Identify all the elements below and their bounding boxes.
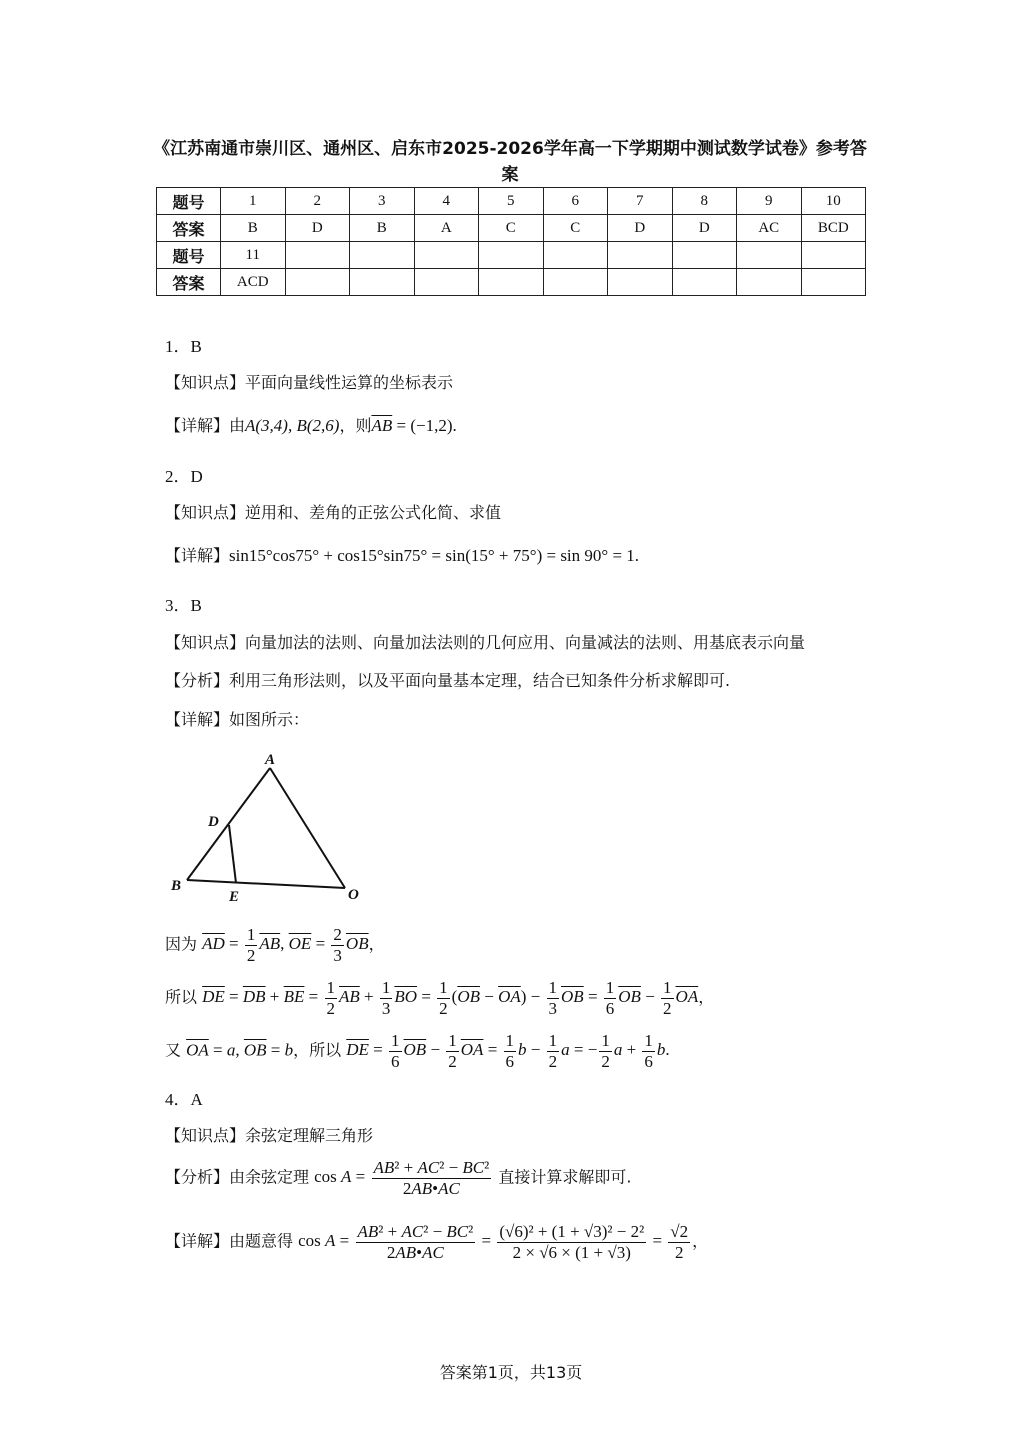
- q4-analysis-line: 【分析】由余弦定理 cos A = $\frac{\text{AB² + AC² − BC²}}{2AB•AC}$ 直接计算求解即可.: [165, 1158, 632, 1198]
- segment-de: [229, 825, 236, 883]
- table-answer-label: 答案: [157, 269, 221, 296]
- table-cell: [285, 242, 350, 269]
- table-cell: 10: [801, 188, 866, 215]
- q4-analysis-prefix: 【分析】由余弦定理: [165, 1167, 310, 1187]
- table-cell: C: [479, 215, 544, 242]
- q1-detail: [165, 413, 457, 436]
- table-cell: B: [350, 215, 415, 242]
- q1-knowledge: 【知识点】平面向量线性运算的坐标表示: [165, 373, 454, 392]
- edge-ao: [270, 768, 345, 888]
- q2-formula: sin15°cos75° + cos15°sin75° = sin(15° + 75°) = sin 90° = 1.: [229, 546, 640, 565]
- q3-so: 所以: [165, 987, 198, 1007]
- table-cell: [672, 269, 737, 296]
- table-header-label: 题号: [157, 242, 221, 269]
- table-cell: C: [543, 215, 608, 242]
- table-cell: 2: [285, 188, 350, 215]
- table-cell: [801, 269, 866, 296]
- q3-number: 3．B: [165, 596, 202, 615]
- table-row: [157, 269, 866, 296]
- table-row: [157, 188, 866, 215]
- q1-vector-ab: $\overline{AB}$: [371, 416, 393, 435]
- q3-so-line: 所以 $\overline{DE} = \overline{DB} + \overline{BE}$ = $\frac{1}{2}$ $\overline{AB}$ + $\frac{1}{3}$ $\overline{BO}$ = $\frac{1}{2}$ $(\overline{OB} - \overline{OA})$ − $\frac{1}{3}$ $\overline{OB}$ = $\frac{1}{6}$ $\overline{OB}$ − $\frac{1}{2}$ $\overline{OA}$，: [165, 978, 715, 1018]
- table-cell: [350, 242, 415, 269]
- table-cell: 3: [350, 188, 415, 215]
- table-cell: [414, 242, 479, 269]
- table-cell: 7: [608, 188, 673, 215]
- q4-number: 4．A: [165, 1090, 203, 1109]
- q1-detail-mid: ，则: [339, 416, 372, 435]
- page-title: 《江苏南通市崇川区、通州区、启东市2025-2026学年高一下学期期中测试数学试卷》参考答案: [153, 139, 867, 185]
- table-cell: [737, 269, 802, 296]
- table-cell: [543, 269, 608, 296]
- table-answer-label: 答案: [157, 215, 221, 242]
- table-cell: [608, 242, 673, 269]
- table-cell: 8: [672, 188, 737, 215]
- table-header-label: 题号: [157, 188, 221, 215]
- table-cell: [543, 242, 608, 269]
- triangle-figure: [160, 748, 380, 908]
- q3-analysis: 【分析】利用三角形法则，以及平面向量基本定理，结合已知条件分析求解即可.: [165, 671, 731, 690]
- q3-because-line: 因为 $\overline{AD}$ = $\frac{1}{2}$ $\overline{AB}$, $\overline{OE}$ = $\frac{2}{3}$ $\overline{OB}$，: [165, 925, 385, 965]
- q3-knowledge: 【知识点】向量加法的法则、向量加法法则的几何应用、向量减法的法则、用基底表示向量: [165, 633, 806, 652]
- table-cell: 9: [737, 188, 802, 215]
- table-cell: [414, 269, 479, 296]
- table-cell: [737, 242, 802, 269]
- q4-detail-prefix: 【详解】由题意得: [165, 1231, 294, 1251]
- table-cell: 6: [543, 188, 608, 215]
- table-cell: [479, 242, 544, 269]
- table-cell: D: [608, 215, 673, 242]
- table-cell: 4: [414, 188, 479, 215]
- answer-table: [156, 187, 866, 296]
- q2-number: 2．D: [165, 467, 203, 486]
- table-cell: 1: [221, 188, 286, 215]
- table-cell: [672, 242, 737, 269]
- table-cell: 5: [479, 188, 544, 215]
- edge-bo: [187, 880, 345, 888]
- table-cell: [285, 269, 350, 296]
- q4-detail-line: 【详解】由题意得 cos A = $\frac{\text{AB² + AC² − BC²}}{2AB•AC}$ = $\frac{\text{(√6)² + (1 + √3)² − 2²}}{2 \times √6 \times (1 + √3)}$ = $\frac{√2}{2}$ ，: [165, 1222, 709, 1262]
- table-cell: A: [414, 215, 479, 242]
- table-cell: D: [672, 215, 737, 242]
- q2-detail-prefix: 【详解】: [165, 546, 230, 565]
- q3-detail: 【详解】如图所示：: [165, 710, 310, 729]
- q1-points: A(3,4), B(2,6): [245, 416, 340, 435]
- table-cell: BCD: [801, 215, 866, 242]
- table-cell: [608, 269, 673, 296]
- table-cell: D: [285, 215, 350, 242]
- table-row: [157, 215, 866, 242]
- label-b: B: [171, 878, 182, 894]
- label-o: O: [348, 887, 359, 903]
- page-footer: 答案第1页，共13页: [439, 1363, 583, 1382]
- q2-knowledge: 【知识点】逆用和、差角的正弦公式化简、求值: [165, 503, 502, 522]
- label-e: E: [229, 889, 240, 905]
- q4-knowledge: 【知识点】余弦定理解三角形: [165, 1126, 374, 1145]
- table-cell: AC: [737, 215, 802, 242]
- table-cell: [350, 269, 415, 296]
- q3-also-line: 又 $\overline{OA} = a$, $\overline{OB} = b$，所以 $\overline{DE}$ = $\frac{1}{6}$ $\overline{OB}$ − $\frac{1}{2}$ $\overline{OA}$ = $\frac{1}{6}$ b − $\frac{1}{2}$ a = − $\frac{1}{2}$ a + $\frac{1}{6}$ b.: [165, 1031, 670, 1071]
- q4-analysis-suffix: 直接计算求解即可.: [498, 1167, 632, 1187]
- q1-detail-prefix: 【详解】由: [165, 416, 246, 435]
- table-cell: [801, 242, 866, 269]
- q3-because: 因为: [165, 934, 198, 954]
- edge-ab: [187, 768, 270, 880]
- label-d: D: [208, 814, 219, 830]
- label-a: A: [265, 752, 276, 768]
- table-cell: ACD: [221, 269, 286, 296]
- q3-also: 又: [165, 1040, 182, 1060]
- table-row: [157, 242, 866, 269]
- q1-number: 1．B: [165, 337, 202, 356]
- q3-so2: ，所以: [293, 1040, 342, 1060]
- table-cell: [479, 269, 544, 296]
- table-cell: B: [221, 215, 286, 242]
- q2-detail: [165, 543, 639, 566]
- table-cell: 11: [221, 242, 286, 269]
- q1-result: = (−1,2).: [392, 416, 457, 435]
